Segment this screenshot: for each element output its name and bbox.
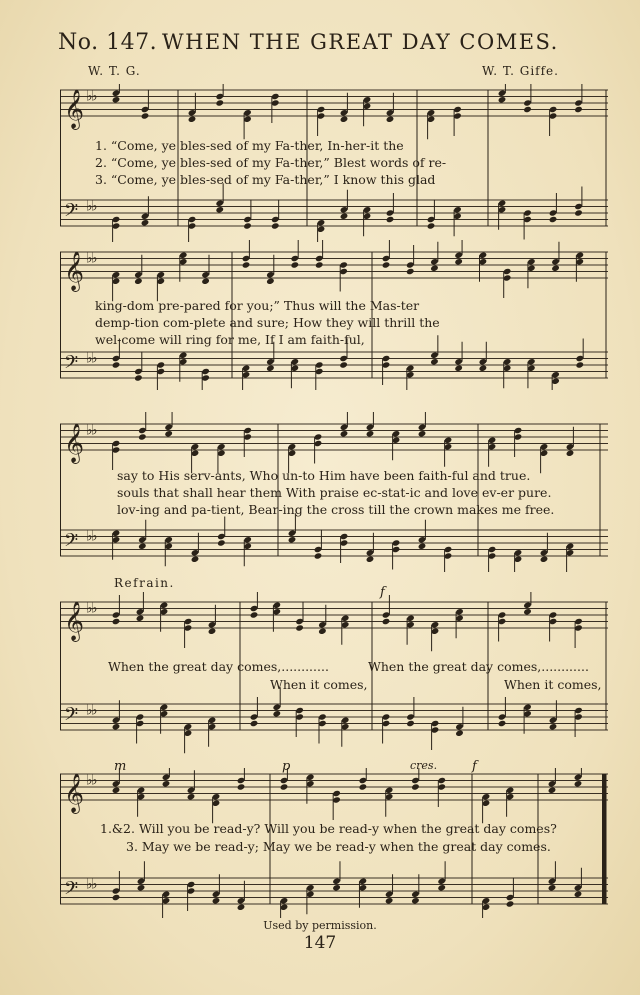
note-head: [250, 720, 259, 727]
bass-clef-icon: 𝄢: [64, 352, 79, 378]
note-head: [188, 116, 197, 123]
note-head: [250, 611, 259, 618]
note-head: [548, 884, 557, 891]
note-head: [208, 628, 217, 635]
note-head: [217, 539, 226, 546]
flat-icon: ♭: [86, 250, 93, 267]
chorus-text-2: 3. May we be read-y; May we be read-y when the great day comes.: [126, 839, 551, 854]
note-head: [318, 628, 327, 635]
note-head: [112, 96, 121, 103]
page-number: 147: [303, 933, 337, 953]
note-head: [266, 365, 275, 372]
dynamic-crescendo: cres.: [410, 759, 438, 772]
note-head: [574, 780, 583, 787]
verse-3-line: lov-ing and pa-tient, Bear-ing the cross till the crown makes me free.: [117, 502, 555, 517]
note-head: [574, 209, 583, 216]
note-head: [242, 261, 251, 268]
verse-1-line: say to His serv-ants, Who un-to Him have been faith-ful and true.: [117, 468, 531, 483]
dynamic-forte: f: [472, 759, 477, 774]
note-head: [237, 783, 246, 790]
dynamic-piano: p: [282, 759, 291, 774]
note-head: [430, 358, 439, 365]
refrain-echo-2: When it comes,: [504, 677, 602, 692]
note-head: [237, 904, 246, 911]
treble-clef-icon: 𝄞: [64, 423, 85, 463]
refrain-text-2: When the great day comes,............: [368, 659, 589, 674]
treble-clef-icon: 𝄞: [64, 601, 85, 641]
note-head: [359, 783, 368, 790]
note-head: [455, 730, 464, 737]
verse-2-line: 2. “Come, ye bles-sed of my Fa-ther,” Blest words of re-: [95, 155, 447, 170]
dynamic-forte: f: [380, 585, 385, 600]
note-head: [332, 884, 341, 891]
final-bar-line: [602, 774, 606, 904]
note-head: [164, 430, 173, 437]
refrain-echo-1: When it comes,: [270, 677, 368, 692]
note-head: [418, 430, 427, 437]
note-head: [418, 543, 427, 550]
treble-clef-icon: 𝄞: [64, 251, 85, 291]
note-head: [138, 433, 147, 440]
note-head: [288, 536, 297, 543]
note-head: [273, 710, 282, 717]
note-head: [366, 556, 375, 563]
flat-icon: ♭: [91, 422, 98, 439]
refrain-text-1: When the great day comes,............: [108, 659, 329, 674]
note-head: [574, 106, 583, 113]
dynamic-mezzo: m: [114, 759, 127, 774]
note-head: [136, 615, 145, 622]
note-head: [339, 361, 348, 368]
permission-note: Used by permission.: [263, 919, 377, 932]
flat-icon: ♭: [91, 702, 98, 719]
bass-clef-icon: 𝄢: [64, 200, 79, 226]
note-head: [162, 780, 171, 787]
flat-icon: ♭: [91, 876, 98, 893]
hymn-number: No. 147.: [58, 30, 158, 55]
verse-3-line: wel-come will ring for me, If I am faith-ful,: [95, 332, 365, 347]
note-head: [498, 720, 507, 727]
note-head: [314, 552, 323, 559]
note-head: [112, 894, 121, 901]
flat-icon: ♭: [91, 250, 98, 267]
flat-icon: ♭: [91, 772, 98, 789]
flat-icon: ♭: [91, 350, 98, 367]
note-head: [540, 556, 549, 563]
note-head: [215, 99, 224, 106]
note-head: [266, 278, 275, 285]
note-head: [427, 222, 436, 229]
note-head: [382, 261, 391, 268]
note-head: [411, 897, 420, 904]
note-head: [212, 897, 221, 904]
note-head: [551, 265, 560, 272]
note-head: [411, 783, 420, 790]
note-head: [280, 783, 289, 790]
note-head: [574, 891, 583, 898]
note-head: [112, 723, 121, 730]
music-credit: W. T. Giffe.: [482, 64, 559, 78]
note-head: [134, 278, 143, 285]
note-head: [576, 361, 585, 368]
note-head: [271, 222, 280, 229]
note-head: [437, 884, 446, 891]
note-head: [386, 116, 395, 123]
note-head: [112, 361, 121, 368]
treble-clef-icon: 𝄞: [64, 773, 85, 813]
bass-clef-icon: 𝄢: [64, 704, 79, 730]
verse-3-line: 3. “Come, ye bles-sed of my Fa-ther,” I know this glad: [95, 172, 436, 187]
flat-icon: ♭: [86, 350, 93, 367]
note-head: [340, 213, 349, 220]
verse-2-line: demp-tion com-plete and sure; How they will thrill the: [95, 315, 440, 330]
note-head: [506, 900, 515, 907]
note-head: [479, 365, 488, 372]
note-head: [406, 268, 415, 275]
verse-1-line: king-dom pre-pared for you;” Thus will the Mas-ter: [95, 298, 420, 313]
note-head: [112, 787, 121, 794]
note-head: [191, 556, 200, 563]
note-head: [187, 793, 196, 800]
note-head: [340, 116, 349, 123]
note-head: [295, 624, 304, 631]
note-head: [549, 216, 558, 223]
note-head: [406, 720, 415, 727]
bass-clef-icon: 𝄢: [64, 530, 79, 556]
note-head: [454, 258, 463, 265]
note-head: [315, 261, 324, 268]
flat-icon: ♭: [86, 198, 93, 215]
words-credit: W. T. G.: [88, 64, 141, 78]
note-head: [566, 450, 575, 457]
flat-icon: ♭: [86, 88, 93, 105]
hymn-title: WHEN THE GREAT DAY COMES.: [162, 30, 559, 54]
note-head: [141, 219, 150, 226]
note-head: [141, 112, 150, 119]
flat-icon: ♭: [86, 528, 93, 545]
flat-icon: ♭: [91, 600, 98, 617]
flat-icon: ♭: [91, 88, 98, 105]
verse-2-line: souls that shall hear them With praise ec-stat-ic and love ev-er pure.: [117, 485, 552, 500]
verse-1-line: 1. “Come, ye bles-sed of my Fa-ther, In-her-it the: [95, 138, 404, 153]
flat-icon: ♭: [86, 876, 93, 893]
note-head: [548, 787, 557, 794]
note-head: [382, 618, 391, 625]
treble-clef-icon: 𝄞: [64, 89, 85, 129]
note-head: [366, 430, 375, 437]
note-head: [138, 543, 147, 550]
note-head: [243, 222, 252, 229]
note-head: [549, 723, 558, 730]
note-head: [201, 278, 210, 285]
note-head: [523, 608, 532, 615]
note-head: [498, 96, 507, 103]
note-head: [430, 265, 439, 272]
flat-icon: ♭: [91, 528, 98, 545]
note-head: [134, 374, 143, 381]
note-head: [454, 365, 463, 372]
chorus-text-1: 1.&2. Will you be read-y? Will you be read-y when the great day comes?: [100, 821, 557, 836]
note-head: [215, 206, 224, 213]
note-head: [385, 897, 394, 904]
note-head: [340, 430, 349, 437]
flat-icon: ♭: [91, 198, 98, 215]
note-head: [137, 884, 146, 891]
note-head: [112, 618, 121, 625]
note-head: [523, 106, 532, 113]
refrain-label: Refrain.: [114, 576, 175, 590]
flat-icon: ♭: [86, 422, 93, 439]
note-head: [386, 216, 395, 223]
flat-icon: ♭: [86, 772, 93, 789]
bass-clef-icon: 𝄢: [64, 878, 79, 904]
note-head: [291, 261, 300, 268]
flat-icon: ♭: [86, 702, 93, 719]
flat-icon: ♭: [86, 600, 93, 617]
